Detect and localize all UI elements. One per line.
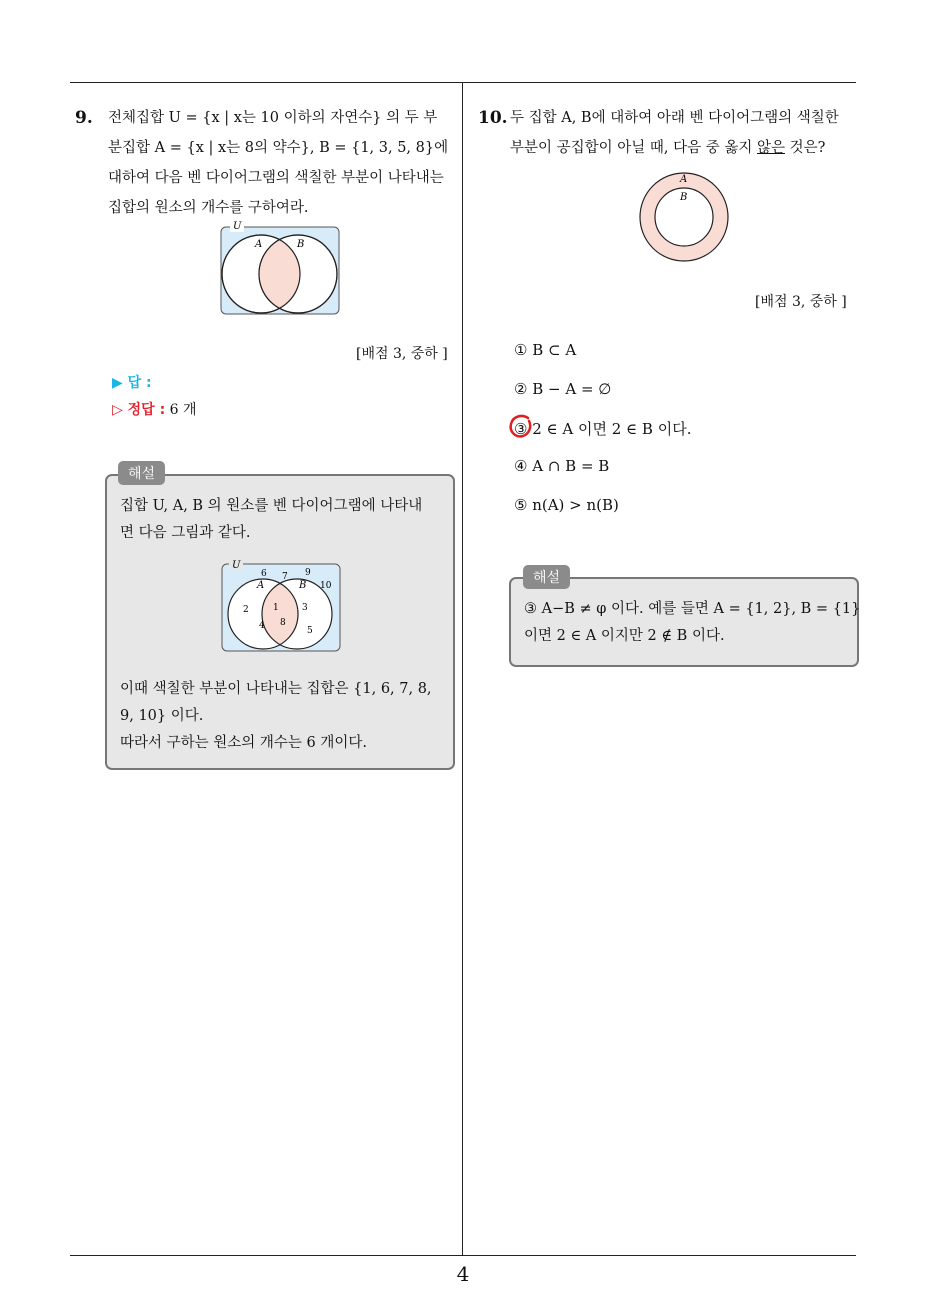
solution-text bbox=[524, 596, 860, 650]
element-a-only: 2 bbox=[243, 605, 249, 615]
question-10-text bbox=[510, 103, 860, 163]
element-outside: 6 bbox=[261, 569, 267, 579]
answer-mark-circle bbox=[508, 413, 534, 439]
u-label: U bbox=[232, 560, 241, 571]
b-label: B bbox=[297, 239, 305, 250]
question-10-solution-box bbox=[509, 577, 859, 667]
question-9-venn-diagram bbox=[218, 218, 342, 318]
answer-row bbox=[112, 372, 152, 392]
element-b-only: 5 bbox=[307, 626, 313, 636]
question-9-score: [배점 3, 중하 ] bbox=[356, 346, 448, 362]
solution-line: ③ A−B ≠ φ 이다. 예를 들면 A = {1, 2}, B = {1} bbox=[524, 601, 861, 617]
solution-line: 이면 2 ∈ A 이지만 2 ∉ B 이다. bbox=[524, 628, 725, 644]
solution-venn-diagram bbox=[219, 559, 343, 654]
element-intersection: 8 bbox=[280, 618, 286, 628]
solution-tab: 해설 bbox=[118, 461, 165, 485]
solution-line: 이때 색칠한 부분이 나타내는 집합은 {1, 6, 7, 8, bbox=[120, 681, 432, 697]
correct-answer-value: 6 개 bbox=[169, 402, 197, 418]
answer-label: ▶ 답 : bbox=[112, 375, 152, 391]
solution-line: 9, 10} 이다. bbox=[120, 708, 204, 724]
question-9-line: 분집합 A = {x | x는 8의 약수}, B = {1, 3, 5, 8}에 bbox=[108, 140, 449, 156]
a-label: A bbox=[680, 174, 688, 185]
a-label: A bbox=[255, 239, 263, 250]
choice-1[interactable]: ① B ⊂ A bbox=[514, 341, 577, 359]
correct-answer-label: ▷ 정답 : bbox=[112, 402, 166, 418]
question-10-venn-diagram bbox=[636, 169, 732, 265]
choice-4[interactable]: ④ A ∩ B = B bbox=[514, 457, 610, 475]
solution-line: 면 다음 그림과 같다. bbox=[120, 525, 251, 541]
u-label: U bbox=[233, 221, 242, 232]
question-10-line: 두 집합 A, B에 대하여 아래 벤 다이어그램의 색칠한 bbox=[510, 110, 839, 126]
question-9-line: 전체집합 U = {x | x는 10 이하의 자연수} 의 두 부 bbox=[108, 110, 438, 126]
solution-line: 따라서 구하는 원소의 개수는 6 개이다. bbox=[120, 735, 367, 751]
correct-answer-row bbox=[112, 399, 197, 419]
question-9-number: 9. bbox=[75, 108, 93, 128]
solution-text bbox=[120, 676, 432, 757]
element-a-only: 4 bbox=[259, 621, 265, 631]
question-9-text bbox=[108, 103, 456, 223]
top-rule bbox=[70, 82, 856, 83]
a-label: A bbox=[257, 580, 265, 591]
choice-2[interactable]: ② B − A = ∅ bbox=[514, 380, 612, 398]
question-9-line: 집합의 원소의 개수를 구하여라. bbox=[108, 200, 309, 216]
solution-text bbox=[120, 493, 422, 547]
element-intersection: 1 bbox=[273, 603, 279, 613]
element-outside: 9 bbox=[305, 568, 311, 578]
b-label: B bbox=[680, 192, 688, 203]
element-outside: 7 bbox=[282, 572, 288, 582]
solution-line: 집합 U, A, B 의 원소를 벤 다이어그램에 나타내 bbox=[120, 498, 423, 514]
question-10-number: 10. bbox=[478, 108, 508, 128]
solution-tab: 해설 bbox=[523, 565, 570, 589]
page-number: 4 bbox=[456, 1262, 470, 1286]
question-10-line: 부분이 공집합이 아닐 때, 다음 중 옳지 않은 것은? bbox=[510, 140, 826, 156]
choice-3[interactable]: ③ 2 ∈ A 이면 2 ∈ B 이다. bbox=[514, 420, 692, 438]
element-b-only: 3 bbox=[302, 603, 308, 613]
bottom-rule bbox=[70, 1255, 856, 1256]
b-label: B bbox=[299, 580, 307, 591]
choice-5[interactable]: ⑤ n(A) > n(B) bbox=[514, 496, 619, 514]
element-outside: 10 bbox=[320, 581, 332, 591]
question-9-solution-box bbox=[105, 474, 455, 770]
underlined-word: 않은 bbox=[756, 140, 785, 156]
question-9-line: 대하여 다음 벤 다이어그램의 색칠한 부분이 나타내는 bbox=[108, 170, 444, 186]
column-divider bbox=[462, 82, 463, 1255]
question-10-score: [배점 3, 중하 ] bbox=[755, 294, 847, 310]
